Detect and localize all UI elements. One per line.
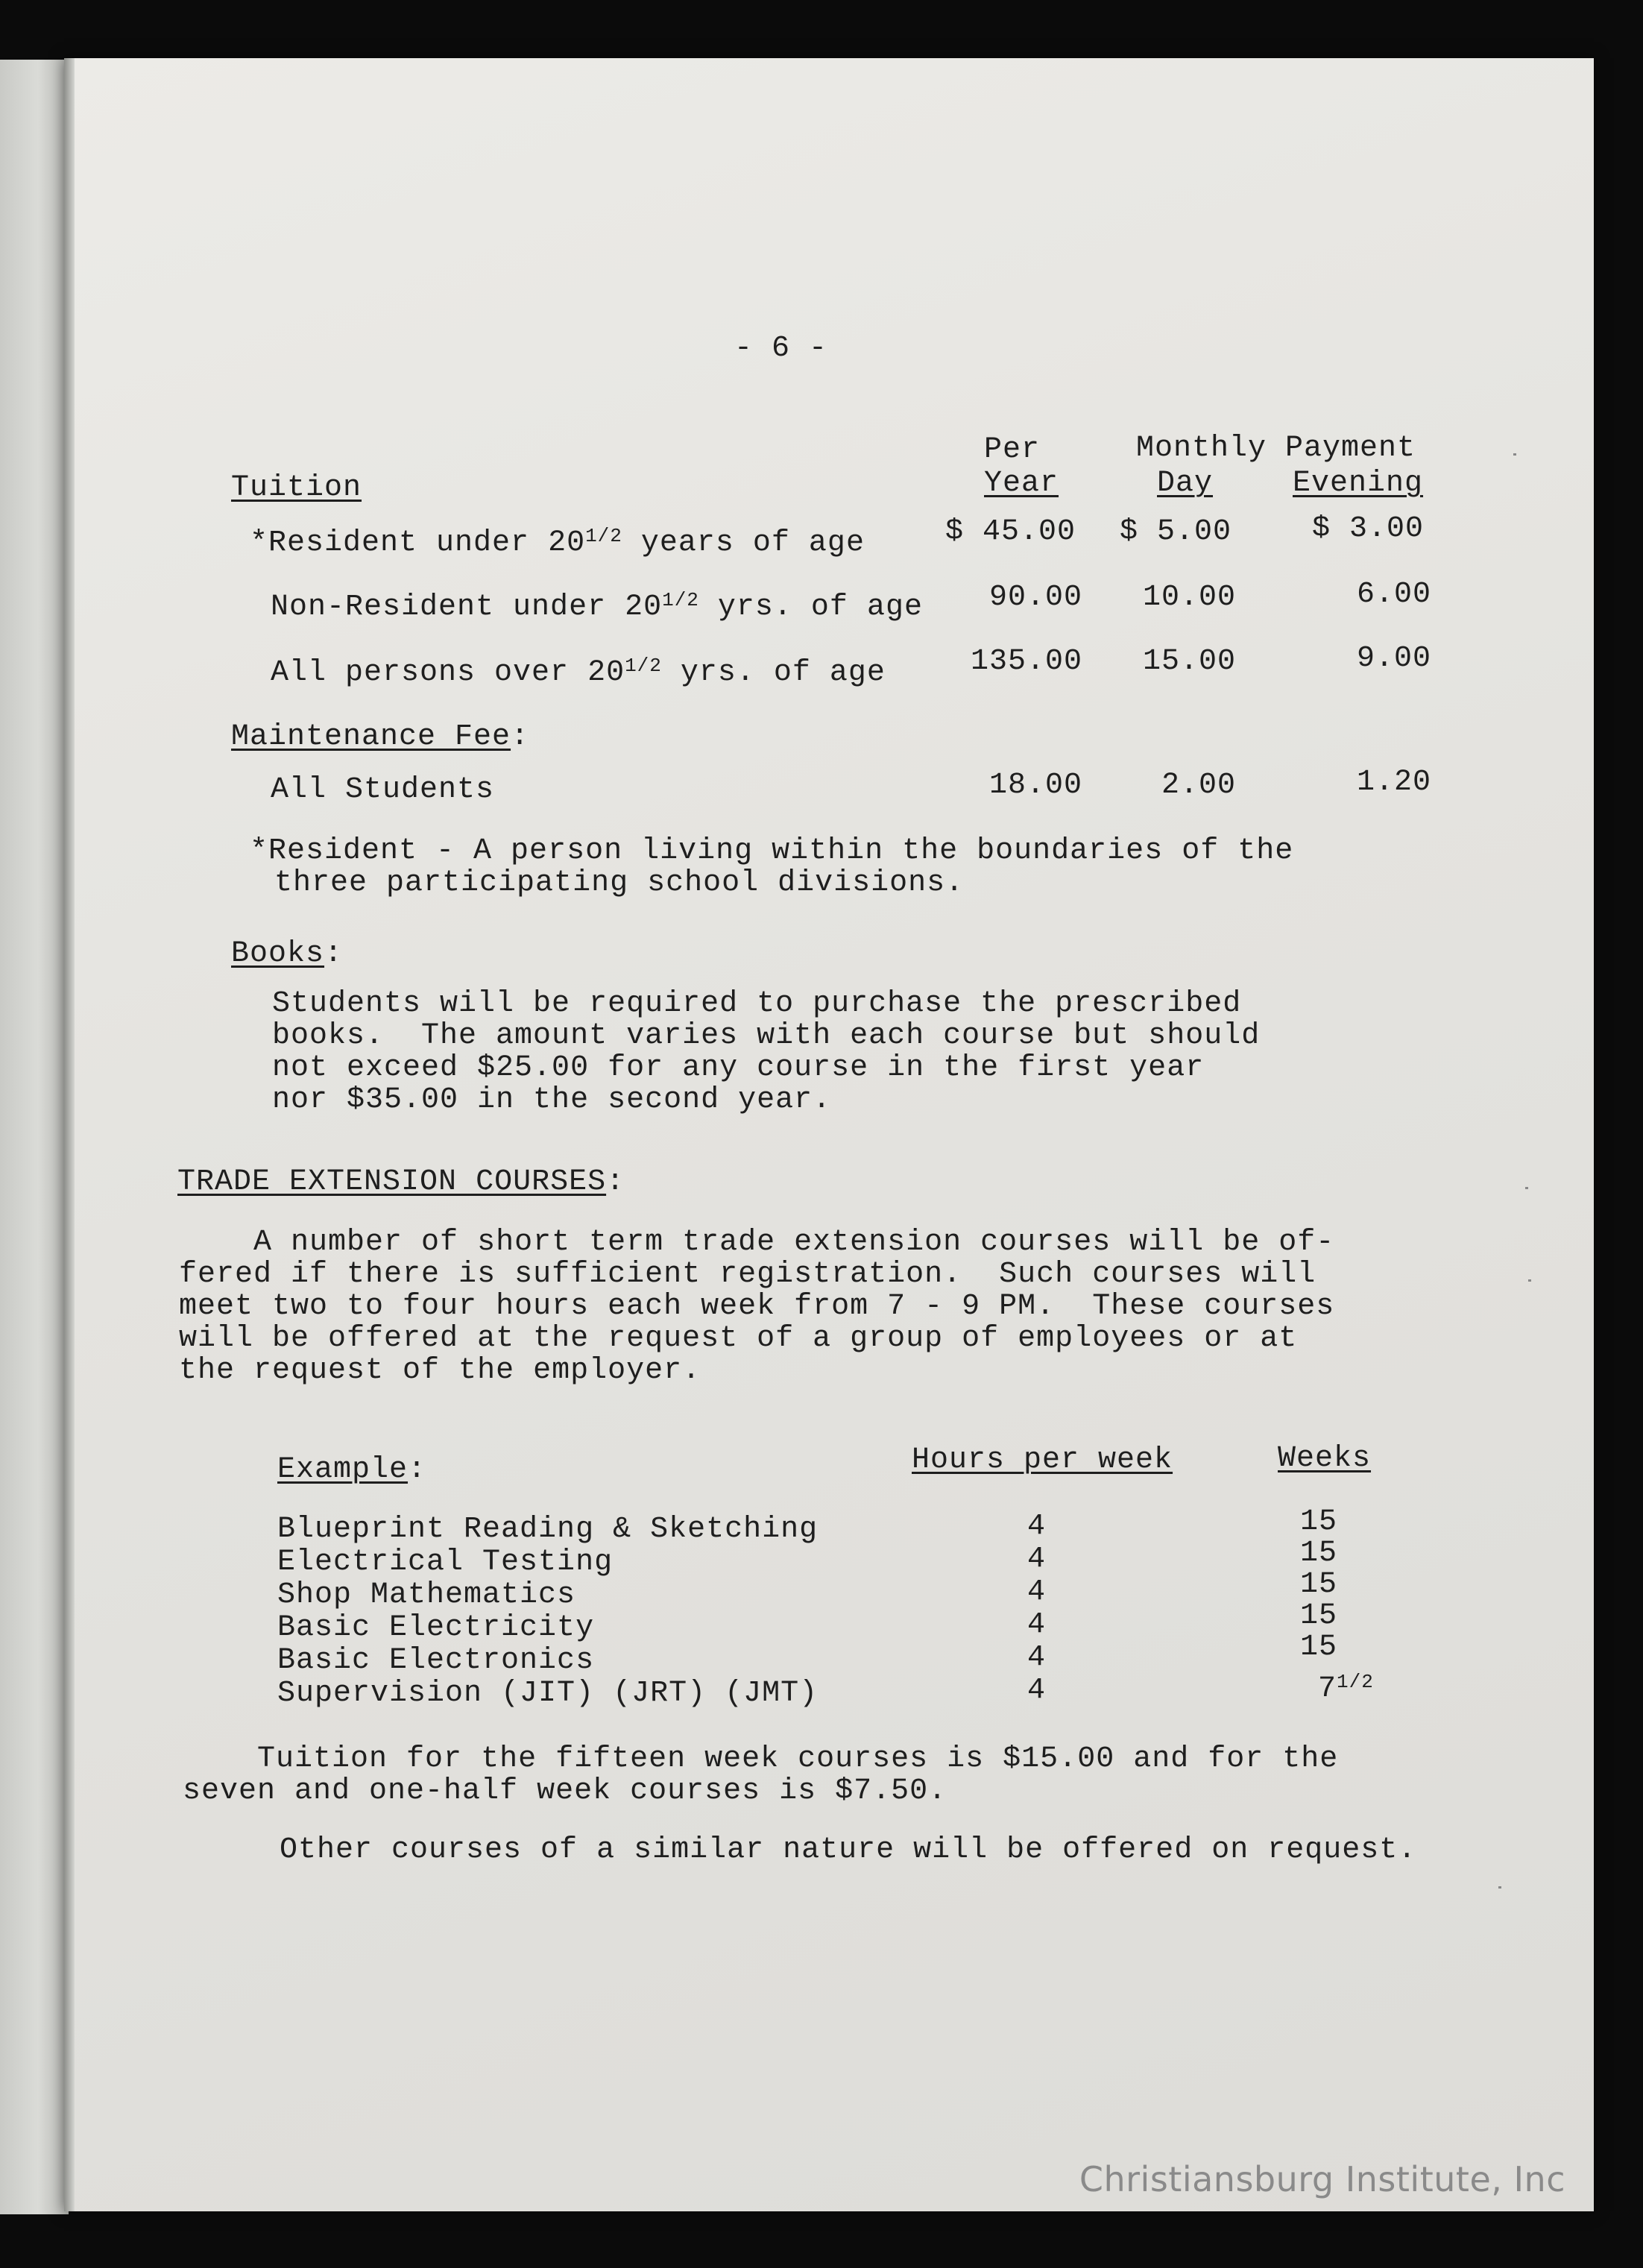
tuition-heading: Tuition xyxy=(231,471,362,505)
tuition-row-year: 90.00 xyxy=(988,581,1082,614)
resident-note-line: *Resident - A person living within the boundaries of the xyxy=(250,834,1294,868)
course-hours: 4 xyxy=(1027,1608,1047,1642)
trade-heading: TRADE EXTENSION COURSES: xyxy=(177,1165,625,1199)
tuition-row-day: $ 5.00 xyxy=(1120,515,1232,549)
header-weeks: Weeks xyxy=(1278,1442,1372,1475)
books-line: Students will be required to purchase the prescribed xyxy=(272,987,1242,1021)
course-weeks: 15 xyxy=(1300,1537,1338,1570)
trade-line: meet two to four hours each week from 7 - 9 PM. These courses xyxy=(179,1290,1335,1323)
maintenance-row-label: All Students xyxy=(271,773,495,807)
maintenance-row-year: 18.00 xyxy=(988,769,1082,802)
course-hours: 4 xyxy=(1027,1543,1047,1576)
books-line: books. The amount varies with each course but should xyxy=(272,1019,1261,1053)
maintenance-heading: Maintenance Fee: xyxy=(231,720,530,754)
tuition-row-evening: $ 3.00 xyxy=(1312,512,1425,546)
books-line: not exceed $25.00 for any course in the first year xyxy=(272,1051,1205,1085)
course-name: Blueprint Reading & Sketching xyxy=(277,1513,819,1546)
course-name: Electrical Testing xyxy=(277,1546,614,1579)
tuition-row-label: *Resident under $20^{1/2}$ years of age xyxy=(250,525,865,560)
header-monthly-payment: Monthly Payment xyxy=(1136,432,1416,465)
trade-line: will be offered at the request of a group of employees or at xyxy=(179,1322,1298,1355)
binding-edge xyxy=(64,58,75,2211)
tuition-row-day: 15.00 xyxy=(1142,645,1236,678)
example-heading: Example: xyxy=(277,1453,427,1487)
other-courses-note: Other courses of a similar nature will be offered on request. xyxy=(280,1833,1417,1867)
books-line: nor $35.00 in the second year. xyxy=(272,1083,832,1117)
paper-speck xyxy=(1498,1886,1501,1889)
trade-line: the request of the employer. xyxy=(179,1354,701,1387)
header-day: Day xyxy=(1157,467,1214,500)
maintenance-row-evening: 1.20 xyxy=(1356,766,1431,799)
tuition-row-year: 135.00 xyxy=(970,645,1082,678)
books-heading: Books: xyxy=(231,937,344,971)
tuition-row-label: Non-Resident under $20^{1/2}$ yrs. of age xyxy=(271,589,923,624)
page-number: - 6 - xyxy=(734,332,828,365)
tuition-row-evening: 9.00 xyxy=(1356,642,1431,675)
course-name: Supervision (JIT) (JRT) (JMT) xyxy=(277,1677,819,1710)
paper-speck xyxy=(1525,1187,1528,1189)
resident-note-line: three participating school divisions. xyxy=(274,866,965,900)
tuition-row-day: 10.00 xyxy=(1142,581,1236,614)
course-hours: 4 xyxy=(1027,1510,1047,1543)
tuition-row-label: All persons over $20^{1/2}$ yrs. of age xyxy=(271,655,886,690)
watermark: Christiansburg Institute, Inc xyxy=(1079,2159,1565,2199)
tuition-note-line: seven and one-half week courses is $7.50. xyxy=(183,1774,947,1808)
header-per: Per xyxy=(984,433,1041,467)
trade-line: A number of short term trade extension courses will be of- xyxy=(179,1226,1335,1259)
header-evening: Evening xyxy=(1293,467,1424,500)
course-name: Basic Electronics xyxy=(277,1644,595,1678)
course-name: Basic Electricity xyxy=(277,1611,595,1645)
course-name: Shop Mathematics xyxy=(277,1578,576,1612)
header-year: Year xyxy=(984,467,1059,500)
course-hours: 4 xyxy=(1027,1674,1047,1707)
course-weeks: 15 xyxy=(1300,1505,1338,1539)
course-weeks: 15 xyxy=(1300,1568,1338,1601)
fraction: 1/2 xyxy=(1337,1671,1374,1693)
fraction: 1/2 xyxy=(662,589,699,611)
facing-page-edge xyxy=(0,60,69,2214)
tuition-note-line: Tuition for the fifteen week courses is $15.00 and for the xyxy=(183,1742,1339,1776)
course-hours: 4 xyxy=(1027,1575,1047,1609)
header-hours-per-week: Hours per week xyxy=(912,1443,1173,1477)
course-weeks: $7^{1/2}$ xyxy=(1318,1671,1374,1706)
document-page xyxy=(64,58,1594,2211)
tuition-row-year: $ 45.00 xyxy=(945,515,1076,549)
fraction: 1/2 xyxy=(585,525,622,547)
course-hours: 4 xyxy=(1027,1641,1047,1675)
tuition-row-evening: 6.00 xyxy=(1356,578,1431,611)
fraction: 1/2 xyxy=(625,655,662,677)
course-weeks: 15 xyxy=(1300,1599,1338,1633)
course-weeks: 15 xyxy=(1300,1631,1338,1664)
paper-speck xyxy=(1513,453,1516,456)
maintenance-row-day: 2.00 xyxy=(1161,769,1236,802)
paper-speck xyxy=(1528,1279,1531,1282)
trade-line: fered if there is sufficient registration. Such courses will xyxy=(179,1258,1316,1291)
